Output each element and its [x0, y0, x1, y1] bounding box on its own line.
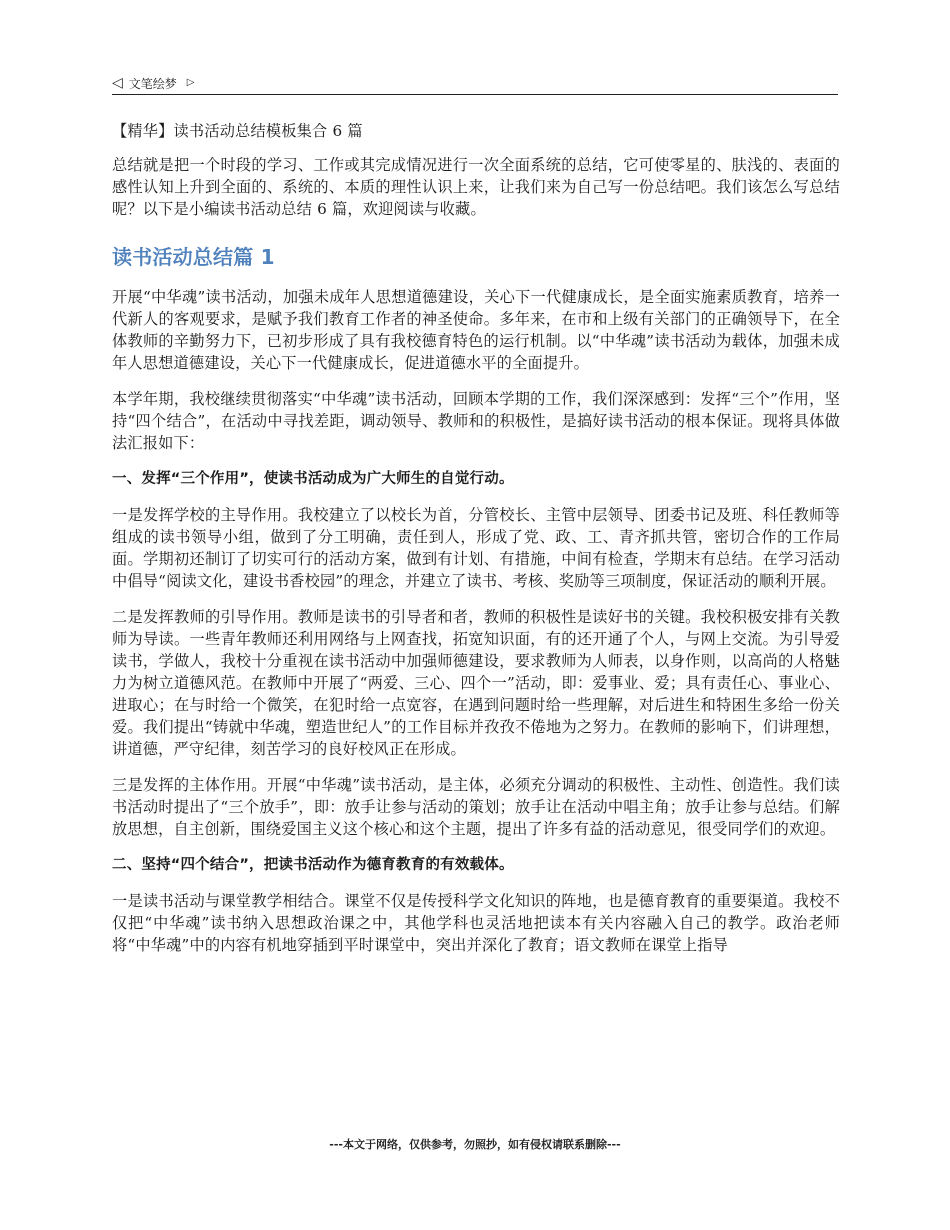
- body-paragraph: 三是发挥的主体作用。开展“中华魂”读书活动，是主体，必须充分调动的积极性、主动性、创造性。我们读书活动时提出了“三个放手”，即：放手让参与活动的策划；放手让在活动中唱主角；放手让参与总结。们解放思想，自主创新，围绕爱国主义这个核心和这个主题，提出了许多有益的活动意见，很受同学们的欢迎。: [112, 776, 840, 838]
- brand-label: 文笔绘梦: [128, 76, 177, 91]
- page-footer: ---本文于网络，仅供参考，勿照抄，如有侵权请联系删除---: [329, 1138, 621, 1151]
- triangle-left-icon: ◁: [112, 75, 123, 91]
- body-paragraph: 一是读书活动与课堂教学相结合。课堂不仅是传授科学文化知识的阵地，也是德育教育的重要渠道。我校不仅把“中华魂”读书纳入思想政治课之中，其他学科也灵活地把读本有关内容融入自己的教学。政治老师将“中华魂”中的内容有机地穿插到平时课堂中，突出并深化了教育；语文教师在课堂上指导: [112, 892, 840, 954]
- document-title: 【精华】读书活动总结模板集合 6 篇: [112, 122, 363, 140]
- page-header: [112, 72, 838, 95]
- subheading-two: 二、坚持“四个结合”，把读书活动作为德育教育的有效载体。: [112, 857, 514, 873]
- intro-paragraph: 总结就是把一个时段的学习、工作或其完成情况进行一次全面系统的总结，它可使零星的、肤浅的、表面的感性认知上升到全面的、系统的、本质的理性认识上来，让我们来为自己写一份总结吧。我们该怎么写总结呢？以下是小编读书活动总结 6 篇，欢迎阅读与收藏。: [112, 156, 840, 218]
- body-paragraph: 本学年期，我校继续贯彻落实“中华魂”读书活动，回顾本学期的工作，我们深深感到：发挥“三个”作用，坚持“四个结合”，在活动中寻找差距，调动领导、教师和的积极性，是搞好读书活动的根本保证。现将具体做法汇报如下：: [112, 390, 840, 452]
- body-paragraph: 二是发挥教师的引导作用。教师是读书的引导者和者，教师的积极性是读好书的关键。我校积极安排有关教师为导读。一些青年教师还利用网络与上网查找，拓宽知识面，有的还开通了个人，与网上交流。为引导爱读书，学做人，我校十分重视在读书活动中加强师德建设，要求教师为人师表，以身作则，以高尚的人格魅力为树立道德风范。在教师中开展了“两爱、三心、四个一”活动，即：爱事业、爱；具有责任心、事业心、进取心；在与时给一个微笑，在犯时给一点宽容，在遇到问题时给一些理解，对后进生和特困生多给一份关爱。我们提出“铸就中华魂，塑造世纪人”的工作目标并孜孜不倦地为之努力。在教师的影响下，们讲理想，讲道德，严守纪律，刻苦学习的良好校风正在形成。: [112, 608, 840, 758]
- body-paragraph: 一是发挥学校的主导作用。我校建立了以校长为首，分管校长、主管中层领导、团委书记及班、科任教师等组成的读书领导小组，做到了分工明确，责任到人，形成了党、政、工、青齐抓共管，密切合作的工作局面。学期初还制订了切实可行的活动方案，做到有计划、有措施，中间有检查，学期末有总结。在学习活动中倡导“阅读文化，建设书香校园”的理念，并建立了读书、考核、奖励等三项制度，保证活动的顺利开展。: [112, 506, 840, 590]
- body-paragraph: 开展“中华魂”读书活动，加强未成年人思想道德建设，关心下一代健康成长，是全面实施素质教育，培养一代新人的客观要求，是赋予我们教育工作者的神圣使命。多年来，在市和上级有关部门的正确领导下，在全体教师的辛勤努力下，已初步形成了具有我校德育特色的运行机制。以“中华魂”读书活动为载体，加强未成年人思想道德建设，关心下一代健康成长，促进道德水平的全面提升。: [112, 288, 840, 372]
- triangle-right-icon: ▷: [186, 77, 195, 88]
- document-body: [112, 120, 840, 970]
- subheading-one: 一、发挥“三个作用”，使读书活动成为广大师生的自觉行动。: [112, 471, 514, 487]
- section-title: 读书活动总结篇 1: [112, 245, 275, 269]
